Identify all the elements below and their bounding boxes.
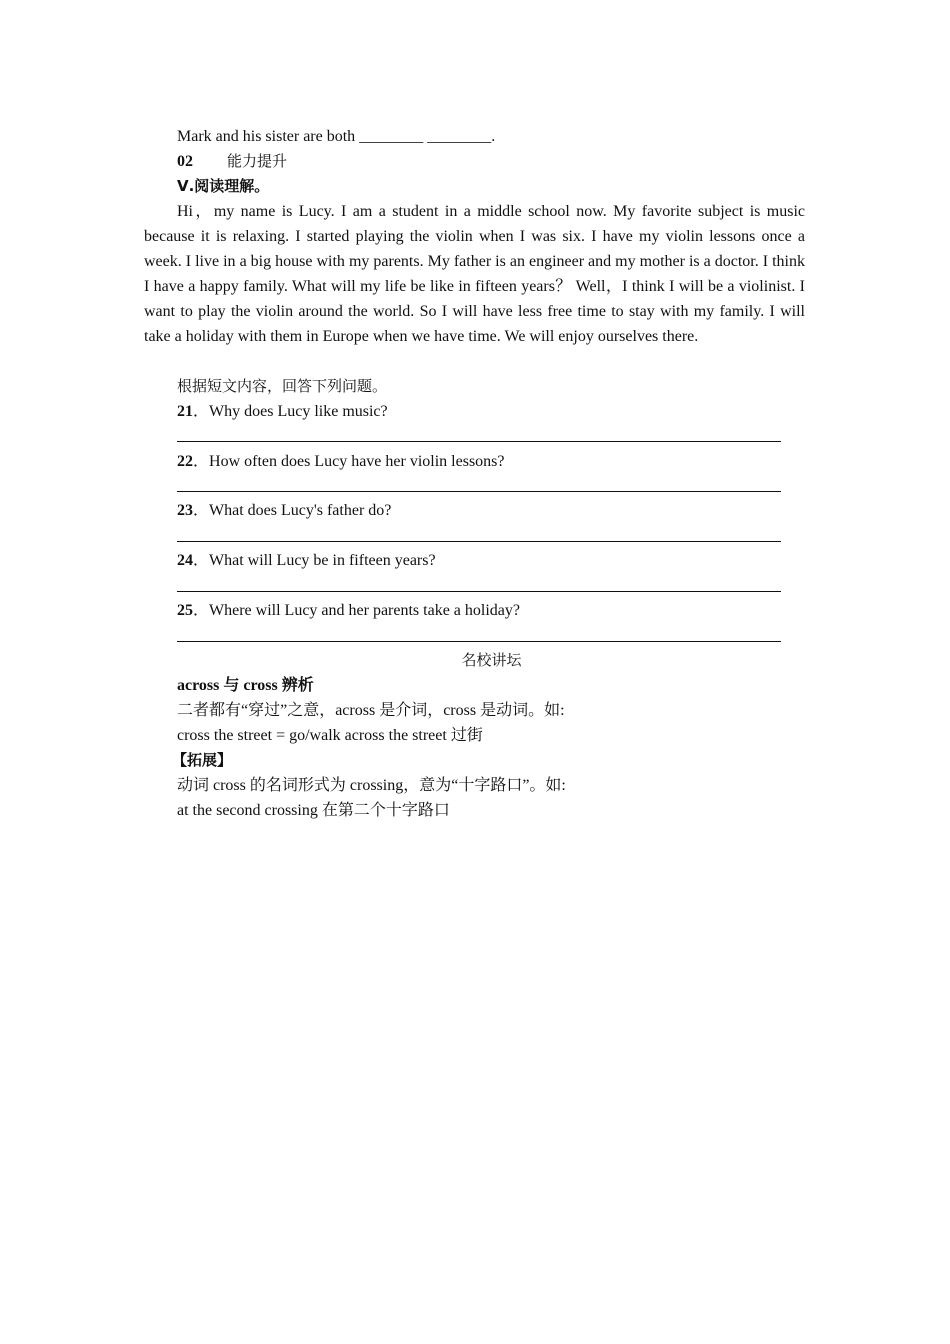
lecture-example: cross the street = go/walk across the street 过街 bbox=[177, 727, 483, 744]
question-text: How often does Lucy have her violin lessons? bbox=[209, 453, 505, 470]
question-number: 25 bbox=[177, 602, 193, 619]
question-22: 22．How often does Lucy have her violin lessons? bbox=[177, 453, 505, 470]
section-heading bbox=[177, 149, 287, 174]
question-number: 22 bbox=[177, 453, 193, 470]
answer-line[interactable] bbox=[177, 591, 781, 592]
question-23: 23．What does Lucy's father do? bbox=[177, 502, 392, 519]
reading-passage: Hi，my name is Lucy. I am a student in a middle school now. My favorite subject is music because it is relaxing. I started playing the violin when I was six. I have my violin lessons once a week. I live in a big house with my parents. My father is an engineer and my mother is a doctor. I think I have a happy family. What will my life be like in fifteen years？ Well，I think I will be a violinist. I want to play the violin around the world. So I will have less free time to stay with my family. I will take a holiday with them in Europe when we have time. We will enjoy ourselves there. bbox=[144, 203, 805, 345]
question-text: What does Lucy's father do? bbox=[209, 502, 392, 519]
part-title: Ⅴ.阅读理解。 bbox=[177, 177, 270, 195]
question-24: 24．What will Lucy be in fifteen years? bbox=[177, 552, 436, 569]
question-number: 21 bbox=[177, 403, 193, 420]
question-number: 24 bbox=[177, 552, 193, 569]
question-text: What will Lucy be in fifteen years? bbox=[209, 552, 436, 569]
section-number: 02 bbox=[177, 153, 193, 170]
sentence-text: Mark and his sister are both bbox=[177, 128, 360, 145]
expand-explanation: 动词 cross 的名词形式为 crossing，意为“十字路口”。如: bbox=[177, 777, 566, 794]
lecture-title: 名校讲坛 bbox=[461, 651, 522, 669]
answer-line[interactable] bbox=[177, 541, 781, 542]
answer-line[interactable] bbox=[177, 641, 781, 642]
section-title: 能力提升 bbox=[227, 152, 288, 170]
question-25: 25．Where will Lucy and her parents take a holiday? bbox=[177, 602, 520, 619]
question-text: Why does Lucy like music? bbox=[209, 403, 388, 420]
lecture-subtitle: across 与 cross 辨析 bbox=[177, 677, 314, 694]
answer-line[interactable] bbox=[177, 441, 781, 442]
answer-blank[interactable]: ________ bbox=[427, 128, 492, 145]
question-21: 21．Why does Lucy like music? bbox=[177, 403, 388, 420]
expand-heading: 【拓展】 bbox=[172, 751, 233, 769]
expand-example: at the second crossing 在第二个十字路口 bbox=[177, 802, 450, 819]
answer-blank[interactable]: ________ bbox=[359, 128, 424, 145]
instruction: 根据短文内容，回答下列问题。 bbox=[177, 377, 388, 395]
question-number: 23 bbox=[177, 502, 193, 519]
lecture-explanation: 二者都有“穿过”之意，across 是介词，cross 是动词。如: bbox=[177, 702, 565, 719]
fill-in-sentence: Mark and his sister are both ________ ________. bbox=[177, 128, 496, 145]
answer-line[interactable] bbox=[177, 491, 781, 492]
question-text: Where will Lucy and her parents take a holiday? bbox=[209, 602, 520, 619]
